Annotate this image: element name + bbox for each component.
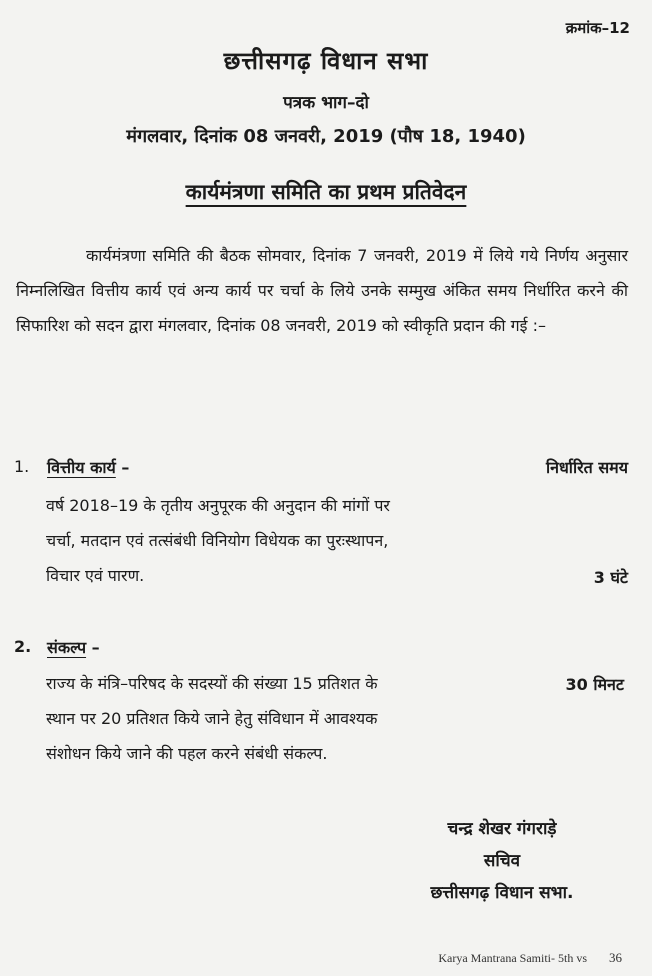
item-2-number: 2. bbox=[14, 637, 32, 656]
item-1-line: वर्ष 2018–19 के तृतीय अनुपूरक की अनुदान की मांगों पर bbox=[46, 496, 390, 515]
item-2-heading-suffix: – bbox=[86, 638, 100, 657]
item-2-line: राज्य के मंत्रि–परिषद के सदस्यों की संख्या 15 प्रतिशत के bbox=[46, 674, 378, 693]
page-footer bbox=[438, 950, 622, 966]
item-2-heading-label: संकल्प bbox=[47, 638, 87, 657]
item-2-line: स्थान पर 20 प्रतिशत किये जाने हेतु संविधान में आवश्यक bbox=[46, 709, 378, 728]
item-1-description bbox=[46, 488, 516, 593]
item-1-heading-label: वित्तीय कार्य bbox=[47, 458, 116, 477]
item-1-time: 3 घंटे bbox=[593, 568, 628, 587]
item-2-description bbox=[46, 666, 516, 771]
item-2-line: संशोधन किये जाने की पहल करने संबंधी संकल्प. bbox=[46, 744, 328, 763]
signatory-office: छत्तीसगढ़ विधान सभा. bbox=[430, 883, 574, 903]
document-reference: Karya Mantrana Samiti- 5th vs bbox=[438, 951, 587, 965]
intro-paragraph: कार्यमंत्रणा समिति की बैठक सोमवार, दिनांक 7 जनवरी, 2019 में लिये गये निर्णय अनुसार निम्नलिखित वित्तीय कार्य एवं अन्य कार्य पर चर्चा के लिये उनके सम्मुख अंकित समय निर्धारित करने की सिफारिश को सदन द्वारा मंगलवार, दिनांक 08 जनवरी, 2019 को स्वीकृति प्रदान की गई :– bbox=[16, 246, 628, 335]
item-2-heading bbox=[47, 636, 100, 658]
signatory-name: चन्द्र शेखर गंगराड़े bbox=[447, 819, 557, 839]
item-1-heading-suffix: – bbox=[115, 458, 130, 477]
item-2-time: 30 मिनट bbox=[565, 675, 624, 694]
item-1-number: 1. bbox=[14, 457, 30, 476]
item-1-heading bbox=[47, 456, 129, 478]
report-title: कार्यमंत्रणा समिति का प्रथम प्रतिवेदन bbox=[185, 180, 467, 204]
scheduled-time-header: निर्धारित समय bbox=[545, 458, 628, 477]
item-1-line: विचार एवं पारण. bbox=[46, 566, 145, 585]
page-number: 36 bbox=[609, 950, 622, 965]
bulletin-part: पत्रक भाग–दो bbox=[283, 93, 369, 113]
date-line: मंगलवार, दिनांक 08 जनवरी, 2019 (पौष 18, 1940) bbox=[126, 126, 526, 147]
assembly-title: छत्तीसगढ़ विधान सभा bbox=[223, 47, 429, 75]
signatory-designation: सचिव bbox=[483, 851, 521, 871]
serial-number: क्रमांक–12 bbox=[565, 19, 630, 37]
item-1-line: चर्चा, मतदान एवं तत्संबंधी विनियोग विधेयक का पुरःस्थापन, bbox=[46, 531, 389, 550]
